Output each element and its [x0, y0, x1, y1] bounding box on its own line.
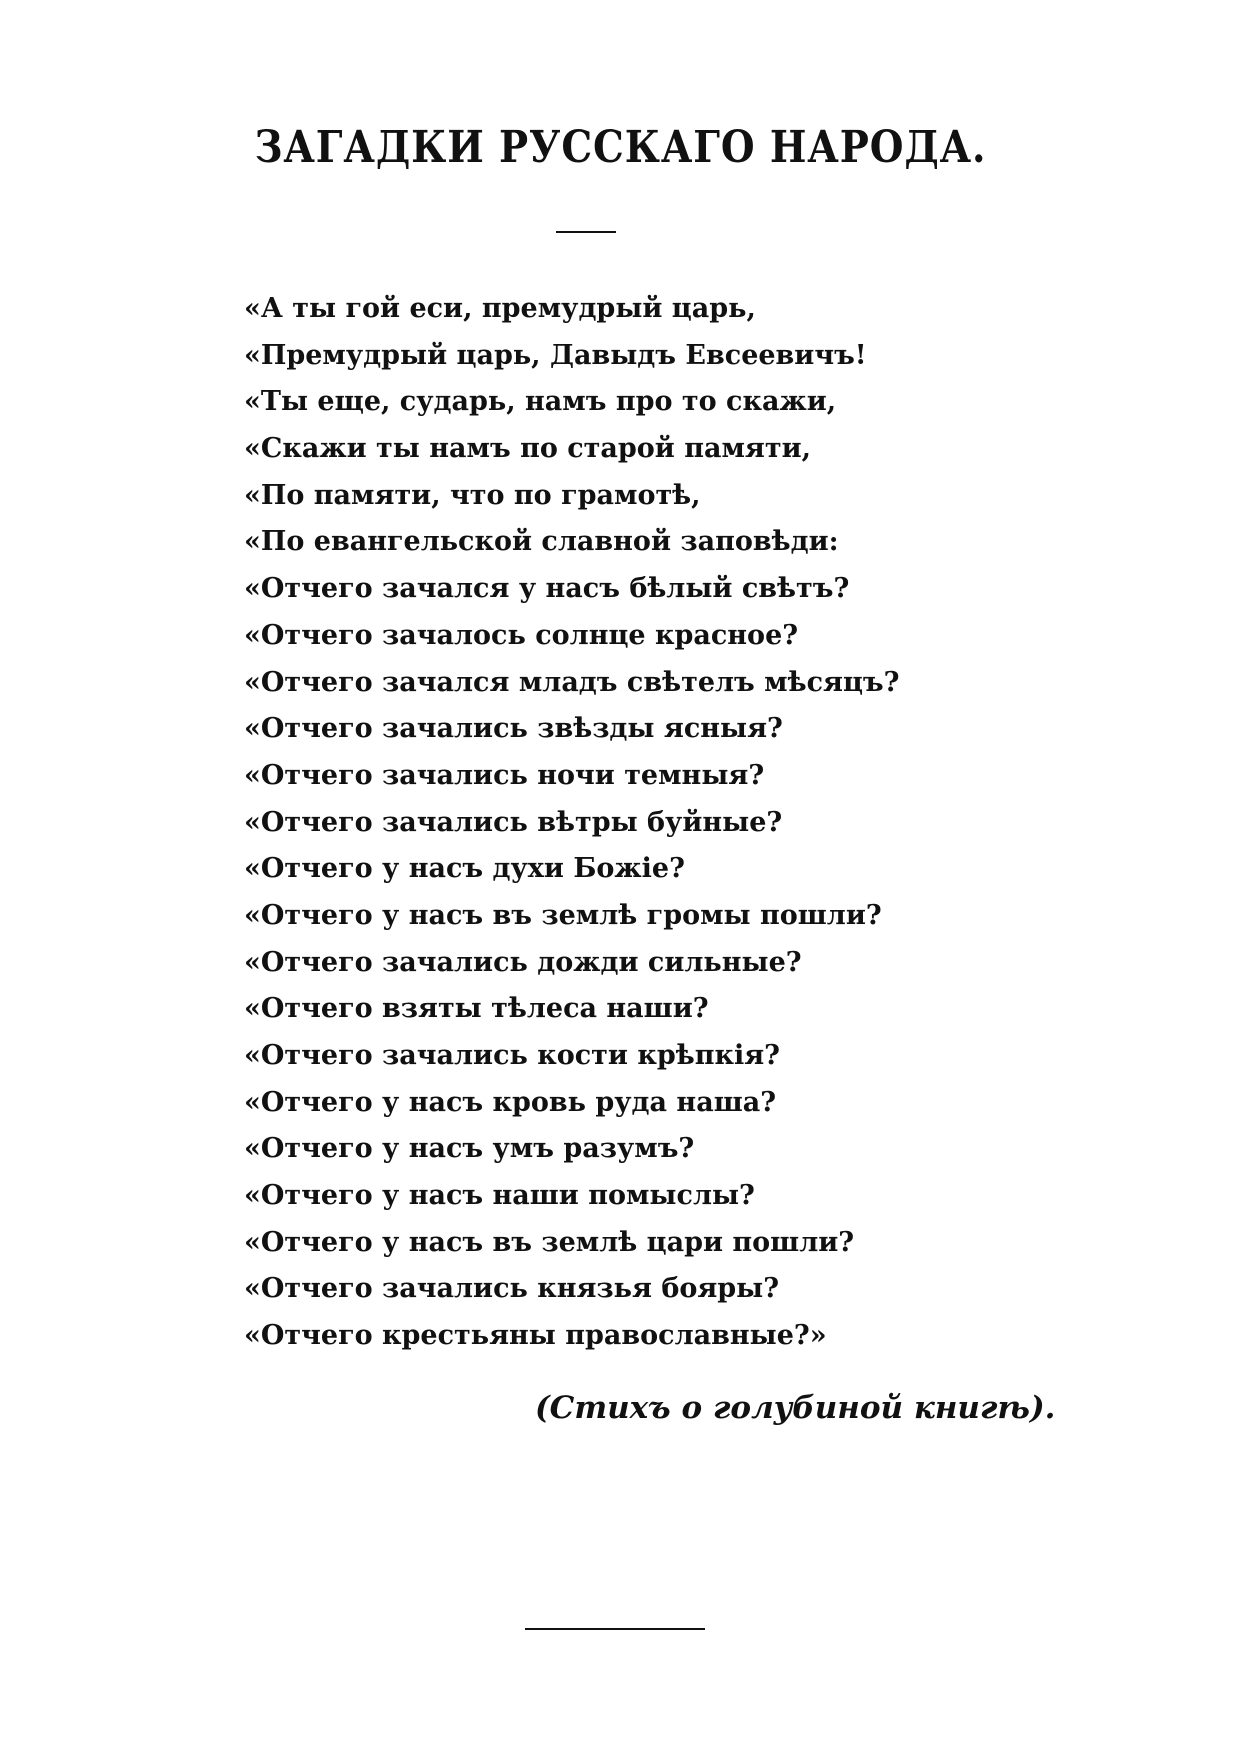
- verse-line: «По памяти, что по грамотѣ,: [244, 479, 701, 511]
- verse-line: «Премудрый царь, Давыдъ Евсеевичъ!: [244, 339, 867, 371]
- verse-line: «Отчего взяты тѣлеса наши?: [244, 993, 709, 1025]
- verse-line: «Отчего у насъ умъ разумъ?: [244, 1133, 695, 1165]
- verse-line: «Отчего у насъ въ землѣ громы пошли?: [244, 899, 882, 931]
- verse-line: «Отчего зачался у насъ бѣлый свѣтъ?: [244, 573, 850, 605]
- verse-line: «Отчего у насъ наши помыслы?: [244, 1180, 755, 1212]
- verse-line: «Отчего зачались князья бояры?: [244, 1273, 780, 1305]
- verse-line: «Отчего у насъ духи Божіе?: [244, 853, 685, 885]
- verse-line: «Ты еще, сударь, намъ про то скажи,: [244, 386, 837, 418]
- verse-line: «Отчего зачались кости крѣпкія?: [244, 1040, 780, 1071]
- verse-line: «Отчего у насъ кровь руда наша?: [244, 1086, 777, 1118]
- verse-line: «Скажи ты намъ по старой памяти,: [244, 433, 812, 465]
- verse-line: «Отчего у насъ въ землѣ цари пошли?: [244, 1226, 855, 1258]
- verse-line: «Отчего зачался младъ свѣтелъ мѣсяцъ?: [244, 666, 900, 698]
- verse-line: «Отчего зачалось солнце красное?: [244, 619, 799, 651]
- verse-line: «Отчего зачались дожди сильные?: [244, 946, 802, 978]
- verse-line: «А ты гой еси, премудрый царь,: [244, 293, 756, 324]
- verse-line: «По евангельской славной заповѣди:: [244, 526, 839, 558]
- verse-line: «Отчего крестьяны православные?»: [244, 1320, 827, 1352]
- page-title: ЗАГАДКИ РУССКАГО НАРОДА.: [254, 122, 987, 173]
- verse-line: «Отчего зачались звѣзды ясныя?: [244, 713, 783, 745]
- verse-list: [244, 286, 1144, 1360]
- title-divider: [556, 231, 616, 233]
- closing-divider: [525, 1628, 705, 1630]
- source-attribution: (Стихъ о голубиной книгѣ).: [535, 1390, 1056, 1426]
- verse-line: «Отчего зачались ночи темныя?: [244, 759, 765, 791]
- verse-line: «Отчего зачались вѣтры буйные?: [244, 806, 783, 838]
